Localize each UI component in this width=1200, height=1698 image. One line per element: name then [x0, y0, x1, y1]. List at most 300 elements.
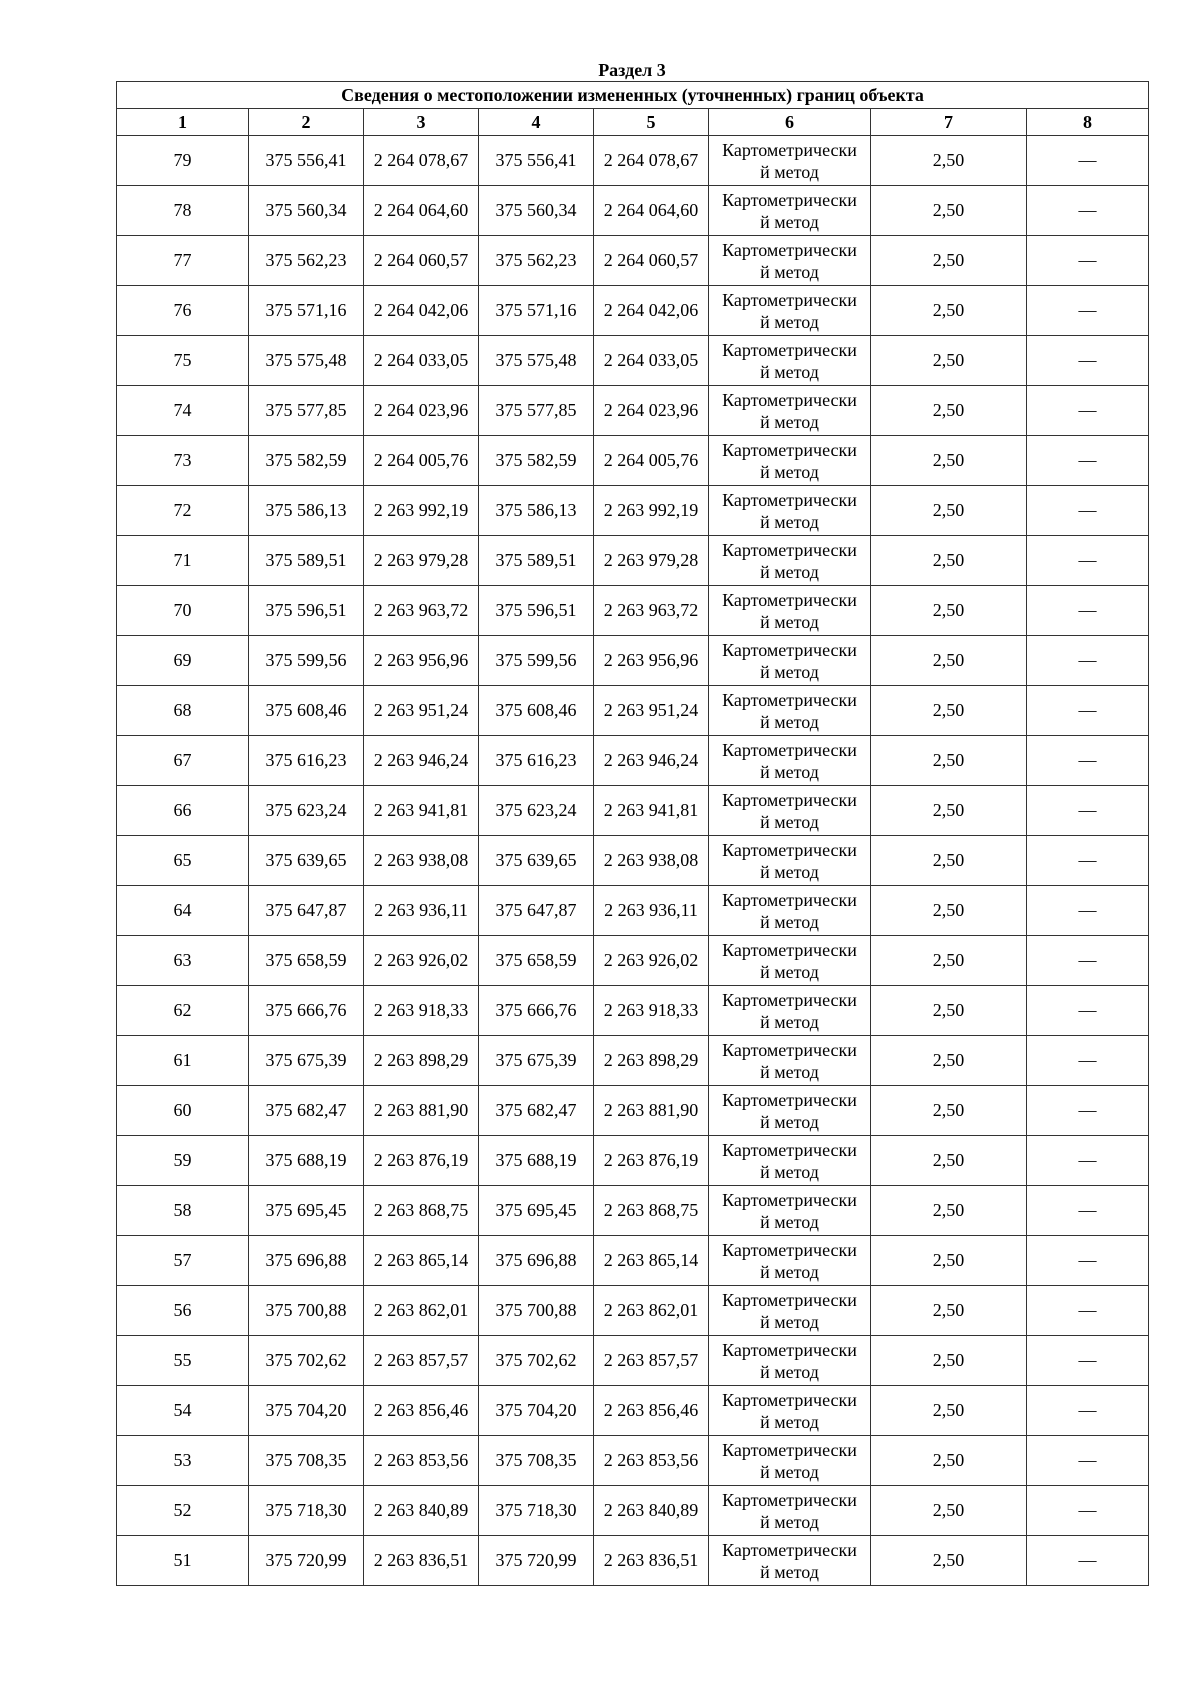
x-existing-cell: 375 658,59	[249, 936, 364, 986]
x-new-cell: 375 596,51	[479, 586, 594, 636]
y-new-cell: 2 263 881,90	[594, 1086, 709, 1136]
method-line-1: Картометрически	[722, 389, 857, 410]
x-existing-cell: 375 560,34	[249, 186, 364, 236]
x-existing-cell: 375 675,39	[249, 1036, 364, 1086]
table-row	[117, 1286, 1149, 1336]
point-number-cell: 60	[117, 1086, 249, 1136]
column-number: 2	[249, 109, 364, 136]
x-existing-cell: 375 700,88	[249, 1286, 364, 1336]
y-new-cell: 2 263 876,19	[594, 1136, 709, 1186]
method-cell	[709, 886, 871, 936]
table-row	[117, 736, 1149, 786]
method-cell	[709, 236, 871, 286]
column-number: 6	[709, 109, 871, 136]
point-number-cell: 58	[117, 1186, 249, 1236]
y-existing-cell: 2 263 963,72	[364, 586, 479, 636]
x-new-cell: 375 658,59	[479, 936, 594, 986]
y-new-cell: 2 264 064,60	[594, 186, 709, 236]
x-new-cell: 375 647,87	[479, 886, 594, 936]
table-row	[117, 936, 1149, 986]
point-number-cell: 77	[117, 236, 249, 286]
method-cell	[709, 1436, 871, 1486]
table-body	[117, 82, 1149, 1586]
y-existing-cell: 2 264 005,76	[364, 436, 479, 486]
x-new-cell: 375 666,76	[479, 986, 594, 1036]
x-existing-cell: 375 616,23	[249, 736, 364, 786]
method-cell	[709, 636, 871, 686]
x-existing-cell: 375 589,51	[249, 536, 364, 586]
accuracy-cell: 2,50	[871, 386, 1027, 436]
method-line-2: й метод	[760, 511, 819, 532]
y-existing-cell: 2 263 856,46	[364, 1386, 479, 1436]
description-cell: —	[1027, 386, 1149, 436]
y-new-cell: 2 263 836,51	[594, 1536, 709, 1586]
method-cell	[709, 386, 871, 436]
method-line-1: Картометрически	[722, 489, 857, 510]
x-existing-cell: 375 556,41	[249, 136, 364, 186]
y-existing-cell: 2 264 033,05	[364, 336, 479, 386]
accuracy-cell: 2,50	[871, 1536, 1027, 1586]
table-row	[117, 886, 1149, 936]
point-number-cell: 76	[117, 286, 249, 336]
x-new-cell: 375 675,39	[479, 1036, 594, 1086]
method-cell	[709, 1286, 871, 1336]
table-row	[117, 336, 1149, 386]
section-title: Раздел 3	[598, 60, 666, 80]
x-existing-cell: 375 666,76	[249, 986, 364, 1036]
accuracy-cell: 2,50	[871, 1186, 1027, 1236]
point-number-cell: 72	[117, 486, 249, 536]
y-new-cell: 2 263 865,14	[594, 1236, 709, 1286]
accuracy-cell: 2,50	[871, 936, 1027, 986]
description-cell: —	[1027, 1136, 1149, 1186]
y-new-cell: 2 264 005,76	[594, 436, 709, 486]
y-existing-cell: 2 263 936,11	[364, 886, 479, 936]
table-row	[117, 686, 1149, 736]
table-row	[117, 286, 1149, 336]
description-cell: —	[1027, 1536, 1149, 1586]
accuracy-cell: 2,50	[871, 1486, 1027, 1536]
method-cell	[709, 836, 871, 886]
x-new-cell: 375 586,13	[479, 486, 594, 536]
method-line-1: Картометрически	[722, 1239, 857, 1260]
method-line-1: Картометрически	[722, 289, 857, 310]
y-existing-cell: 2 263 951,24	[364, 686, 479, 736]
method-cell	[709, 1386, 871, 1436]
description-cell: —	[1027, 986, 1149, 1036]
method-cell	[709, 436, 871, 486]
point-number-cell: 66	[117, 786, 249, 836]
x-existing-cell: 375 718,30	[249, 1486, 364, 1536]
method-cell	[709, 1136, 871, 1186]
description-cell: —	[1027, 336, 1149, 386]
x-existing-cell: 375 599,56	[249, 636, 364, 686]
description-cell: —	[1027, 186, 1149, 236]
x-existing-cell: 375 608,46	[249, 686, 364, 736]
y-existing-cell: 2 263 836,51	[364, 1536, 479, 1586]
method-line-2: й метод	[760, 361, 819, 382]
method-line-1: Картометрически	[722, 1039, 857, 1060]
point-number-cell: 54	[117, 1386, 249, 1436]
table-row	[117, 586, 1149, 636]
method-line-2: й метод	[760, 1211, 819, 1232]
method-line-2: й метод	[760, 1411, 819, 1432]
y-new-cell: 2 263 918,33	[594, 986, 709, 1036]
y-existing-cell: 2 263 898,29	[364, 1036, 479, 1086]
x-new-cell: 375 639,65	[479, 836, 594, 886]
description-cell: —	[1027, 1236, 1149, 1286]
method-line-1: Картометрически	[722, 939, 857, 960]
point-number-cell: 71	[117, 536, 249, 586]
table-row	[117, 436, 1149, 486]
accuracy-cell: 2,50	[871, 1386, 1027, 1436]
accuracy-cell: 2,50	[871, 136, 1027, 186]
x-existing-cell: 375 688,19	[249, 1136, 364, 1186]
description-cell: —	[1027, 536, 1149, 586]
column-number: 5	[594, 109, 709, 136]
point-number-cell: 53	[117, 1436, 249, 1486]
y-existing-cell: 2 263 853,56	[364, 1436, 479, 1486]
method-line-1: Картометрически	[722, 1089, 857, 1110]
method-cell	[709, 336, 871, 386]
method-cell	[709, 1336, 871, 1386]
y-new-cell: 2 263 936,11	[594, 886, 709, 936]
method-line-2: й метод	[760, 1511, 819, 1532]
point-number-cell: 56	[117, 1286, 249, 1336]
description-cell: —	[1027, 736, 1149, 786]
accuracy-cell: 2,50	[871, 1286, 1027, 1336]
column-number: 7	[871, 109, 1027, 136]
method-line-1: Картометрически	[722, 589, 857, 610]
method-line-2: й метод	[760, 1261, 819, 1282]
method-line-1: Картометрически	[722, 1289, 857, 1310]
method-line-2: й метод	[760, 611, 819, 632]
y-new-cell: 2 263 979,28	[594, 536, 709, 586]
description-cell: —	[1027, 1036, 1149, 1086]
x-new-cell: 375 575,48	[479, 336, 594, 386]
y-existing-cell: 2 264 060,57	[364, 236, 479, 286]
table-row	[117, 636, 1149, 686]
point-number-cell: 64	[117, 886, 249, 936]
method-line-2: й метод	[760, 411, 819, 432]
table-row	[117, 536, 1149, 586]
method-line-2: й метод	[760, 861, 819, 882]
method-line-2: й метод	[760, 1461, 819, 1482]
accuracy-cell: 2,50	[871, 986, 1027, 1036]
description-cell: —	[1027, 786, 1149, 836]
x-new-cell: 375 582,59	[479, 436, 594, 486]
y-existing-cell: 2 263 840,89	[364, 1486, 479, 1536]
y-new-cell: 2 264 078,67	[594, 136, 709, 186]
point-number-cell: 78	[117, 186, 249, 236]
method-line-1: Картометрически	[722, 889, 857, 910]
method-cell	[709, 1536, 871, 1586]
table-row	[117, 1386, 1149, 1436]
y-new-cell: 2 263 926,02	[594, 936, 709, 986]
table-row	[117, 486, 1149, 536]
y-existing-cell: 2 264 078,67	[364, 136, 479, 186]
description-cell: —	[1027, 236, 1149, 286]
point-number-cell: 65	[117, 836, 249, 886]
y-new-cell: 2 263 862,01	[594, 1286, 709, 1336]
accuracy-cell: 2,50	[871, 286, 1027, 336]
method-line-1: Картометрически	[722, 539, 857, 560]
y-new-cell: 2 264 033,05	[594, 336, 709, 386]
description-cell: —	[1027, 486, 1149, 536]
method-line-1: Картометрически	[722, 439, 857, 460]
point-number-cell: 75	[117, 336, 249, 386]
x-new-cell: 375 718,30	[479, 1486, 594, 1536]
x-existing-cell: 375 695,45	[249, 1186, 364, 1236]
method-cell	[709, 136, 871, 186]
column-number: 1	[117, 109, 249, 136]
y-existing-cell: 2 263 946,24	[364, 736, 479, 786]
column-numbers-row	[117, 109, 1149, 136]
method-cell	[709, 536, 871, 586]
table-row	[117, 1236, 1149, 1286]
description-cell: —	[1027, 936, 1149, 986]
accuracy-cell: 2,50	[871, 236, 1027, 286]
column-number: 4	[479, 109, 594, 136]
table-row	[117, 136, 1149, 186]
description-cell: —	[1027, 636, 1149, 686]
point-number-cell: 55	[117, 1336, 249, 1386]
method-line-2: й метод	[760, 211, 819, 232]
x-existing-cell: 375 586,13	[249, 486, 364, 536]
method-line-2: й метод	[760, 1561, 819, 1582]
method-line-1: Картометрически	[722, 139, 857, 160]
point-number-cell: 68	[117, 686, 249, 736]
method-cell	[709, 1186, 871, 1236]
table-row	[117, 836, 1149, 886]
accuracy-cell: 2,50	[871, 336, 1027, 386]
method-line-2: й метод	[760, 911, 819, 932]
x-new-cell: 375 616,23	[479, 736, 594, 786]
x-new-cell: 375 700,88	[479, 1286, 594, 1336]
x-new-cell: 375 608,46	[479, 686, 594, 736]
point-number-cell: 74	[117, 386, 249, 436]
y-new-cell: 2 263 853,56	[594, 1436, 709, 1486]
description-cell: —	[1027, 1286, 1149, 1336]
accuracy-cell: 2,50	[871, 486, 1027, 536]
method-line-2: й метод	[760, 661, 819, 682]
method-line-1: Картометрически	[722, 639, 857, 660]
x-existing-cell: 375 577,85	[249, 386, 364, 436]
method-line-1: Картометрически	[722, 1389, 857, 1410]
y-existing-cell: 2 263 979,28	[364, 536, 479, 586]
accuracy-cell: 2,50	[871, 886, 1027, 936]
point-number-cell: 63	[117, 936, 249, 986]
x-existing-cell: 375 575,48	[249, 336, 364, 386]
method-line-1: Картометрически	[722, 239, 857, 260]
method-line-2: й метод	[760, 161, 819, 182]
y-existing-cell: 2 263 926,02	[364, 936, 479, 986]
x-new-cell: 375 599,56	[479, 636, 594, 686]
accuracy-cell: 2,50	[871, 186, 1027, 236]
y-existing-cell: 2 263 857,57	[364, 1336, 479, 1386]
method-cell	[709, 786, 871, 836]
method-line-1: Картометрически	[722, 789, 857, 810]
table-title: Сведения о местоположении измененных (уточненных) границ объекта	[117, 82, 1149, 109]
y-existing-cell: 2 264 064,60	[364, 186, 479, 236]
point-number-cell: 73	[117, 436, 249, 486]
y-new-cell: 2 263 963,72	[594, 586, 709, 636]
description-cell: —	[1027, 1086, 1149, 1136]
method-cell	[709, 186, 871, 236]
point-number-cell: 61	[117, 1036, 249, 1086]
y-existing-cell: 2 263 918,33	[364, 986, 479, 1036]
y-existing-cell: 2 264 042,06	[364, 286, 479, 336]
y-new-cell: 2 263 946,24	[594, 736, 709, 786]
x-existing-cell: 375 647,87	[249, 886, 364, 936]
x-existing-cell: 375 562,23	[249, 236, 364, 286]
method-cell	[709, 586, 871, 636]
method-cell	[709, 1086, 871, 1136]
method-line-1: Картометрически	[722, 339, 857, 360]
description-cell: —	[1027, 836, 1149, 886]
method-line-2: й метод	[760, 461, 819, 482]
point-number-cell: 57	[117, 1236, 249, 1286]
method-line-1: Картометрически	[722, 689, 857, 710]
x-new-cell: 375 696,88	[479, 1236, 594, 1286]
accuracy-cell: 2,50	[871, 536, 1027, 586]
x-new-cell: 375 571,16	[479, 286, 594, 336]
method-line-2: й метод	[760, 311, 819, 332]
x-new-cell: 375 702,62	[479, 1336, 594, 1386]
y-new-cell: 2 263 992,19	[594, 486, 709, 536]
table-row	[117, 1536, 1149, 1586]
method-line-2: й метод	[760, 811, 819, 832]
table-row	[117, 1486, 1149, 1536]
accuracy-cell: 2,50	[871, 836, 1027, 886]
table-title-row	[117, 82, 1149, 109]
method-line-1: Картометрически	[722, 839, 857, 860]
x-new-cell: 375 589,51	[479, 536, 594, 586]
accuracy-cell: 2,50	[871, 1036, 1027, 1086]
method-line-1: Картометрически	[722, 1189, 857, 1210]
accuracy-cell: 2,50	[871, 786, 1027, 836]
description-cell: —	[1027, 886, 1149, 936]
coordinates-table	[116, 81, 1149, 1586]
x-existing-cell: 375 682,47	[249, 1086, 364, 1136]
y-new-cell: 2 264 042,06	[594, 286, 709, 336]
method-cell	[709, 736, 871, 786]
table-row	[117, 1036, 1149, 1086]
description-cell: —	[1027, 436, 1149, 486]
x-existing-cell: 375 571,16	[249, 286, 364, 336]
y-new-cell: 2 263 951,24	[594, 686, 709, 736]
accuracy-cell: 2,50	[871, 1236, 1027, 1286]
point-number-cell: 70	[117, 586, 249, 636]
y-existing-cell: 2 263 941,81	[364, 786, 479, 836]
method-line-2: й метод	[760, 1011, 819, 1032]
point-number-cell: 62	[117, 986, 249, 1036]
accuracy-cell: 2,50	[871, 686, 1027, 736]
method-line-1: Картометрически	[722, 1139, 857, 1160]
column-number: 8	[1027, 109, 1149, 136]
y-existing-cell: 2 263 956,96	[364, 636, 479, 686]
point-number-cell: 79	[117, 136, 249, 186]
description-cell: —	[1027, 136, 1149, 186]
method-cell	[709, 1236, 871, 1286]
description-cell: —	[1027, 1436, 1149, 1486]
method-line-2: й метод	[760, 261, 819, 282]
method-line-1: Картометрически	[722, 1489, 857, 1510]
x-existing-cell: 375 596,51	[249, 586, 364, 636]
y-new-cell: 2 263 840,89	[594, 1486, 709, 1536]
x-new-cell: 375 720,99	[479, 1536, 594, 1586]
description-cell: —	[1027, 586, 1149, 636]
table-row	[117, 186, 1149, 236]
accuracy-cell: 2,50	[871, 736, 1027, 786]
x-new-cell: 375 577,85	[479, 386, 594, 436]
method-line-2: й метод	[760, 761, 819, 782]
table-row	[117, 1136, 1149, 1186]
table-row	[117, 1436, 1149, 1486]
table-row	[117, 1086, 1149, 1136]
y-new-cell: 2 263 956,96	[594, 636, 709, 686]
y-new-cell: 2 263 898,29	[594, 1036, 709, 1086]
method-line-1: Картометрически	[722, 1539, 857, 1560]
accuracy-cell: 2,50	[871, 636, 1027, 686]
x-existing-cell: 375 708,35	[249, 1436, 364, 1486]
description-cell: —	[1027, 1336, 1149, 1386]
x-new-cell: 375 704,20	[479, 1386, 594, 1436]
y-existing-cell: 2 263 862,01	[364, 1286, 479, 1336]
method-cell	[709, 1036, 871, 1086]
x-existing-cell: 375 704,20	[249, 1386, 364, 1436]
table-row	[117, 986, 1149, 1036]
method-line-2: й метод	[760, 1311, 819, 1332]
method-cell	[709, 286, 871, 336]
table-row	[117, 386, 1149, 436]
accuracy-cell: 2,50	[871, 586, 1027, 636]
method-line-1: Картометрически	[722, 189, 857, 210]
point-number-cell: 52	[117, 1486, 249, 1536]
x-existing-cell: 375 696,88	[249, 1236, 364, 1286]
y-new-cell: 2 264 060,57	[594, 236, 709, 286]
method-line-1: Картометрически	[722, 989, 857, 1010]
x-new-cell: 375 623,24	[479, 786, 594, 836]
x-new-cell: 375 682,47	[479, 1086, 594, 1136]
method-line-2: й метод	[760, 961, 819, 982]
point-number-cell: 69	[117, 636, 249, 686]
y-new-cell: 2 263 856,46	[594, 1386, 709, 1436]
description-cell: —	[1027, 1186, 1149, 1236]
description-cell: —	[1027, 686, 1149, 736]
point-number-cell: 59	[117, 1136, 249, 1186]
table-row	[117, 1336, 1149, 1386]
x-new-cell: 375 708,35	[479, 1436, 594, 1486]
y-existing-cell: 2 264 023,96	[364, 386, 479, 436]
y-existing-cell: 2 263 881,90	[364, 1086, 479, 1136]
method-line-1: Картометрически	[722, 1339, 857, 1360]
y-existing-cell: 2 263 992,19	[364, 486, 479, 536]
x-new-cell: 375 556,41	[479, 136, 594, 186]
x-existing-cell: 375 639,65	[249, 836, 364, 886]
y-existing-cell: 2 263 868,75	[364, 1186, 479, 1236]
description-cell: —	[1027, 1486, 1149, 1536]
x-new-cell: 375 688,19	[479, 1136, 594, 1186]
accuracy-cell: 2,50	[871, 436, 1027, 486]
method-cell	[709, 986, 871, 1036]
table-row	[117, 1186, 1149, 1236]
y-existing-cell: 2 263 865,14	[364, 1236, 479, 1286]
method-line-2: й метод	[760, 561, 819, 582]
y-new-cell: 2 264 023,96	[594, 386, 709, 436]
point-number-cell: 51	[117, 1536, 249, 1586]
table-row	[117, 786, 1149, 836]
